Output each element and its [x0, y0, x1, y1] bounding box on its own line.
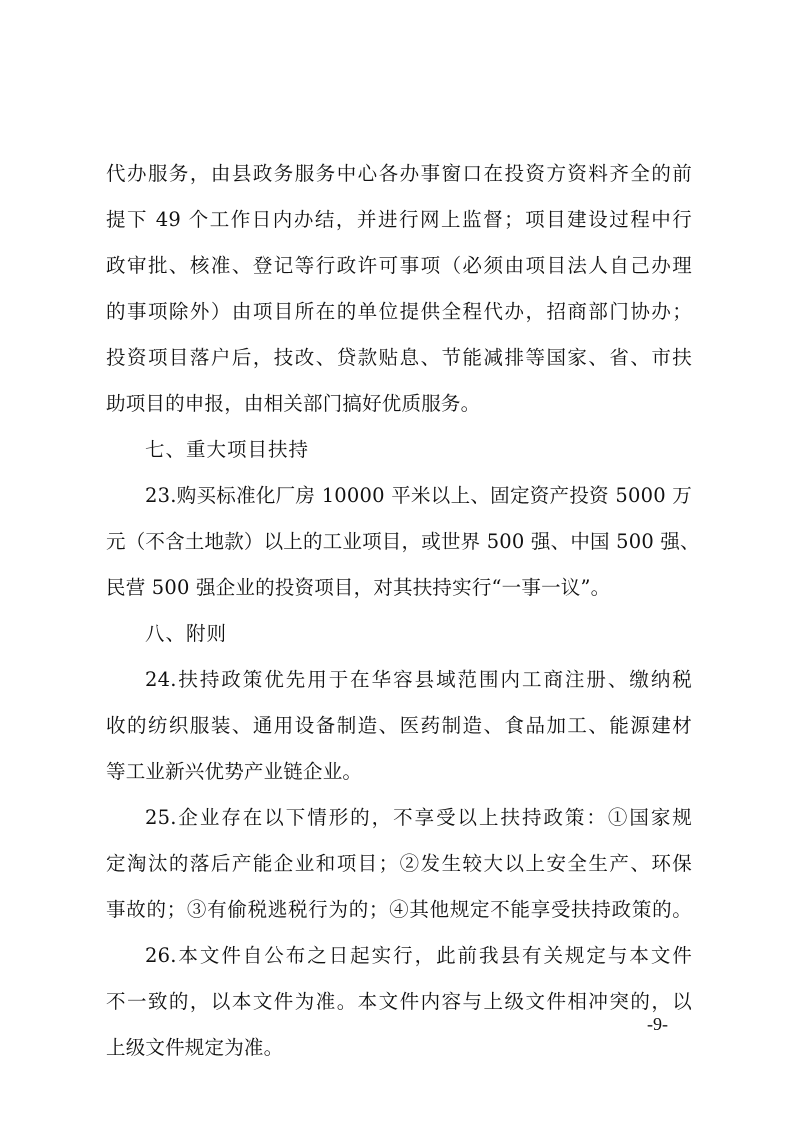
paragraph-line: 23.购买标准化厂房 10000 平米以上、固定资产投资 5000 万: [145, 484, 692, 507]
paragraph-line: 代办服务，由县政务服务中心各办事窗口在投资方资料齐全的前: [106, 162, 692, 185]
paragraph-line: 提下 49 个工作日内办结，并进行网上监督；项目建设过程中行: [106, 208, 692, 231]
paragraph-line: 24.扶持政策优先用于在华容县域范围内工商注册、缴纳税: [145, 668, 692, 691]
paragraph-line: 政审批、核准、登记等行政许可事项（必须由项目法人自己办理: [106, 254, 692, 277]
page-number: -9-: [647, 1014, 668, 1034]
paragraph-line: 投资项目落户后，技改、贷款贴息、节能减排等国家、省、市扶: [106, 346, 692, 369]
section-heading: 七、重大项目扶持: [145, 438, 310, 461]
paragraph-line: 等工业新兴优势产业链企业。: [106, 760, 363, 783]
section-heading: 八、附则: [145, 622, 228, 645]
paragraph-line: 收的纺织服装、通用设备制造、医药制造、食品加工、能源建材: [106, 714, 692, 737]
paragraph-line: 定淘汰的落后产能企业和项目；②发生较大以上安全生产、环保: [106, 852, 692, 875]
paragraph-line: 事故的；③有偷税逃税行为的；④其他规定不能享受扶持政策的。: [106, 898, 692, 921]
paragraph-line: 助项目的申报，由相关部门搞好优质服务。: [106, 392, 481, 415]
paragraph-line: 的事项除外）由项目所在的单位提供全程代办，招商部门协办；: [106, 300, 692, 323]
paragraph-line: 25.企业存在以下情形的，不享受以上扶持政策：①国家规: [145, 806, 692, 829]
paragraph-line: 元（不含土地款）以上的工业项目，或世界 500 强、中国 500 强、: [106, 530, 700, 553]
paragraph-line: 26.本文件自公布之日起实行，此前我县有关规定与本文件: [145, 944, 692, 967]
paragraph-line: 民营 500 强企业的投资项目，对其扶持实行“一事一议”。: [106, 576, 611, 599]
paragraph-line: 上级文件规定为准。: [106, 1036, 284, 1059]
paragraph-line: 不一致的，以本文件为准。本文件内容与上级文件相冲突的，以: [106, 990, 692, 1013]
